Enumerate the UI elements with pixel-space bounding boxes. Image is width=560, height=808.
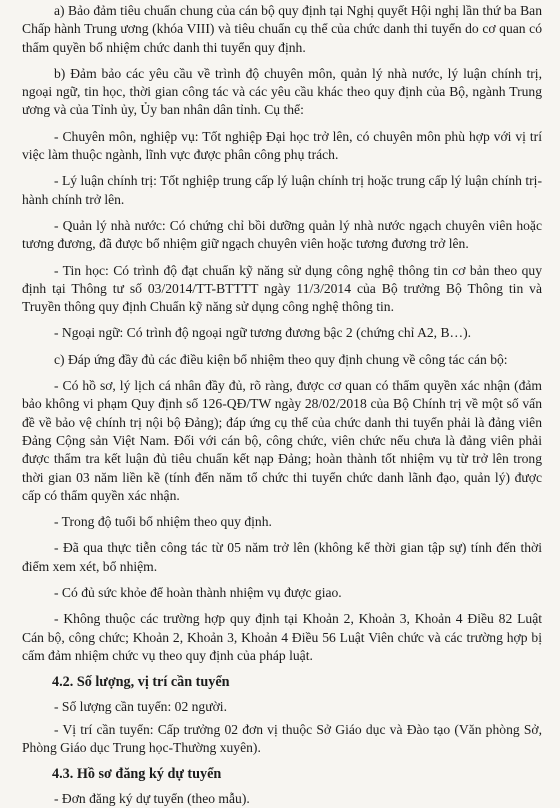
section-heading-quantity-position: 4.2. Số lượng, vị trí cần tuyển (52, 674, 230, 691)
paragraph-position: - Vị trí cần tuyển: Cấp trưởng 02 đơn vị thuộc Sở Giáo dục và Đào tạo (Văn phòng Sở, Phòng Giáo dục Trung học-Thường xuyên). (22, 721, 542, 756)
paragraph-appointment-conditions: c) Đáp ứng đầy đủ các điều kiện bổ nhiệm theo quy định chung về công tác cán bộ: (54, 351, 508, 367)
paragraph-health: - Có đủ sức khỏe để hoàn thành nhiệm vụ được giao. (54, 585, 342, 601)
paragraph-professional-expertise: - Chuyên môn, nghiệp vụ: Tốt nghiệp Đại học trở lên, có chuyên môn phù hợp với vị trí việc làm thuộc ngành, lĩnh vực được phân công phụ trách. (22, 128, 542, 163)
paragraph-informatics: - Tin học: Có trình độ đạt chuẩn kỹ năng sử dụng công nghệ thông tin cơ bản theo quy định tại Thông tư số 03/2014/TT-BTTTT ngày 11/3/2014 của Bộ trưởng Bộ Thông tin và Truyền thông quy định Chuẩn kỹ năng sử dụng công nghệ thông tin. (22, 262, 542, 315)
paragraph-requirements-intro: b) Đảm bảo các yêu cầu về trình độ chuyên môn, quản lý nhà nước, lý luận chính trị, ngoại ngữ, tin học, thời gian công tác và các yêu cầu khác theo quy định của Bộ, ngành Trung ương và của Tỉnh ủy, Ủy ban nhân dân tỉnh. Cụ thể: (22, 65, 542, 118)
paragraph-foreign-language: - Ngoại ngữ: Có trình độ ngoại ngữ tương đương bậc 2 (chứng chỉ A2, B…). (54, 325, 472, 341)
paragraph-work-experience: - Đã qua thực tiễn công tác từ 05 năm trở lên (không kể thời gian tập sự) tính đến thời điểm xem xét, bổ nhiệm. (22, 540, 542, 574)
paragraph-exclusions: - Không thuộc các trường hợp quy định tại Khoản 2, Khoản 3, Khoản 4 Điều 82 Luật Cán bộ, công chức; Khoản 2, Khoản 3, Khoản 4 Điều 56 Luật Viên chức và các trường hợp bị cấm đảm nhiệm chức vụ theo quy định của pháp luật. (22, 611, 542, 663)
section-heading-application-dossier: 4.3. Hồ sơ đăng ký dự tuyển (52, 766, 222, 783)
paragraph-political-theory: - Lý luận chính trị: Tốt nghiệp trung cấp lý luận chính trị hoặc trung cấp lý luận chính trị-hành chính trở lên. (22, 173, 542, 207)
paragraph-personal-records: - Có hồ sơ, lý lịch cá nhân đầy đủ, rõ ràng, được cơ quan có thẩm quyền xác nhận (đảm bảo không vi phạm Quy định số 126-QĐ/TW ngày 28/02/2018 của Bộ Chính trị về một số vấn đề về bảo vệ chính trị nội bộ Đảng); đáp ứng cụ thể của chức danh thi tuyển phải là đảng viên Đảng Cộng sản Việt Nam. Đối với cán bộ, công chức, viên chức nếu chưa là đảng viên phải được thẩm tra kết luận đủ tiêu chuẩn kết nạp Đảng; hoàn thành tốt nhiệm vụ từ trở lên trong thời gian 03 năm liền kề (tính đến năm tổ chức thi tuyển chức danh lãnh đạo, quản lý) được cấp có thẩm quyền xác nhận. (22, 378, 542, 503)
paragraph-application-form: - Đơn đăng ký dự tuyển (theo mẫu). (54, 790, 250, 806)
paragraph-quantity: - Số lượng cần tuyển: 02 người. (54, 698, 227, 714)
paragraph-age-requirement: - Trong độ tuổi bổ nhiệm theo quy định. (54, 514, 272, 530)
paragraph-general-standards: a) Bảo đảm tiêu chuẩn chung của cán bộ quy định tại Nghị quyết Hội nghị lần thứ ba Ban Chấp hành Trung ương (khóa VIII) và tiêu chuẩn cụ thể của chức danh thi tuyển do cơ quan có thẩm quyền bổ nhiệm chức danh thi tuyển quy định. (22, 3, 542, 55)
paragraph-state-management: - Quản lý nhà nước: Có chứng chỉ bồi dưỡng quản lý nhà nước ngạch chuyên viên hoặc tương đương, đã được bổ nhiệm giữ ngạch chuyên viên hoặc tương đương trở lên. (22, 217, 542, 252)
